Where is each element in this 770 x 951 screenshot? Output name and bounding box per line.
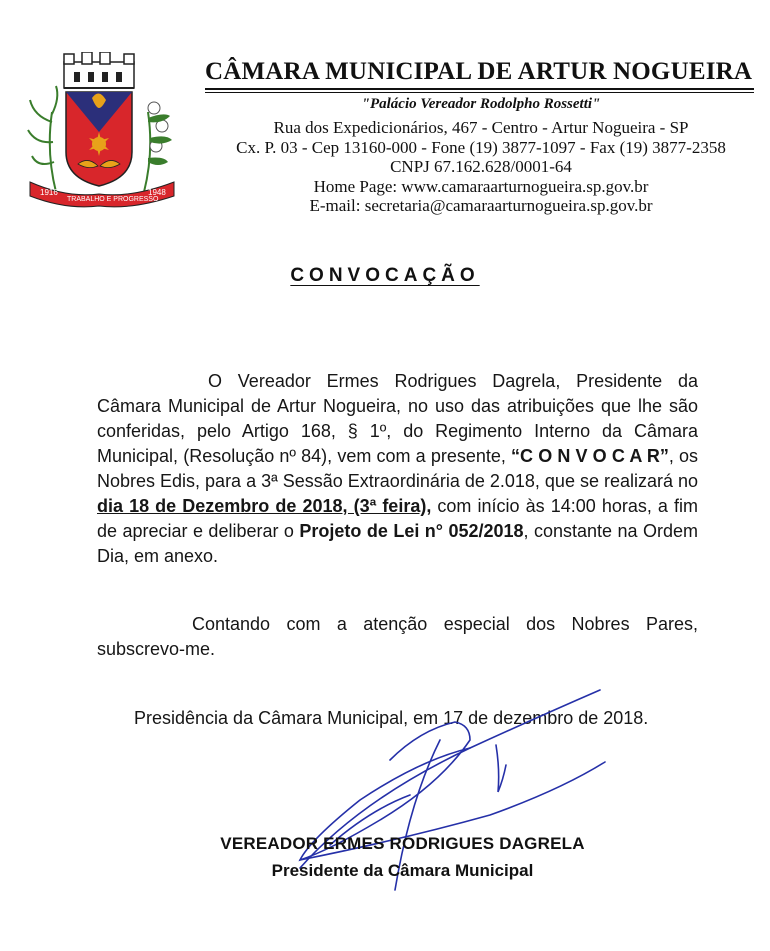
date-place-line: Presidência da Câmara Municipal, em 17 de dezembro de 2018.	[134, 708, 649, 728]
banner-year-left: 1916	[40, 188, 58, 197]
cnpj-line: CNPJ 67.162.628/0001-64	[390, 157, 572, 176]
org-name-heading: CÂMARA MUNICIPAL DE ARTUR NOGUEIRA	[205, 58, 753, 85]
crown-icon	[64, 52, 134, 88]
closing-paragraph: Contando com a atenção especial dos Nobres Pares, subscrevo-me.	[97, 614, 698, 659]
sugarcane-icon	[28, 86, 57, 192]
convocar-keyword: “C O N V O C A R”	[511, 446, 669, 466]
home-page-line: Home Page: www.camaraarturnogueira.sp.gov.br	[313, 177, 649, 196]
postal-phone-line: Cx. P. 03 - Cep 13160-000 - Fone (19) 3877-1097 - Fax (19) 3877-2358	[236, 138, 726, 157]
banner-motto: TRABALHO E PROGRESSO	[67, 196, 159, 203]
convocation-paragraph: O Vereador Ermes Rodrigues Dagrela, Presidente da Câmara Municipal de Artur Nogueira, no uso das atribuições que lhe são conferidas, pelo Artigo 168, § 1º, do Regimento Interno da Câmara Municipal, (Resolução nº 84), vem com a presente, “C O N V O C A R”, os Nobres Edis, para a 3ª Sessão Extraordinária de 2.018, que se realizará no dia 18 de Dezembro de 2018, (3ª feira), com início às 14:00 horas, a fim de apreciar e deliberar o Projeto de Lei n° 052/2018, constante na Ordem Dia, em anexo.	[97, 371, 699, 566]
shield-icon	[66, 92, 132, 186]
header-rule	[205, 92, 754, 93]
signatory-role: Presidente da Câmara Municipal	[271, 861, 534, 880]
municipal-crest-logo	[26, 52, 178, 212]
signatory-name: VEREADOR ERMES RODRIGUES DAGRELA	[220, 834, 585, 853]
header-rule	[205, 88, 754, 90]
banner-year-right: 1948	[148, 188, 166, 197]
address-line: Rua dos Expedicionários, 467 - Centro - Artur Nogueira - SP	[273, 118, 689, 137]
bill-reference: Projeto de Lei n° 052/2018	[299, 521, 524, 541]
email-line: E-mail: secretaria@camaraarturnogueira.sp.gov.br	[309, 196, 653, 215]
session-date: dia 18 de Dezembro de 2018, (3ª feira),	[97, 496, 432, 516]
cotton-plant-icon	[144, 102, 172, 192]
document-title: CONVOCAÇÃO	[290, 265, 480, 286]
building-motto: "Palácio Vereador Rodolpho Rossetti"	[361, 96, 601, 112]
